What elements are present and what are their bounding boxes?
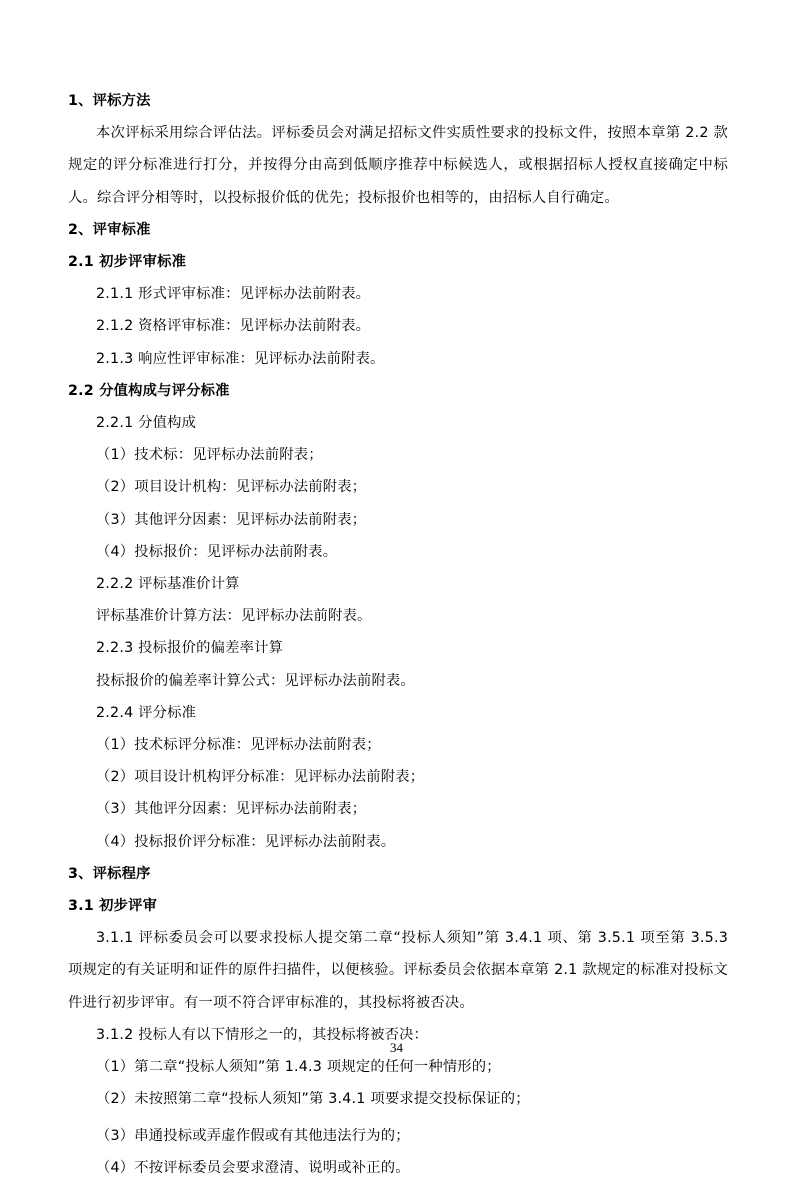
item-2-2-1-3: （3）其他评分因素：见评标办法前附表； [96,511,367,528]
item-2-2-1-1: （1）技术标：见评标办法前附表； [96,447,323,464]
document-body [68,85,728,1184]
heading-preliminary-review-standard: 2.1 初步评审标准 [68,254,187,271]
item-2-2-1-2: （2）项目设计机构：见评标办法前附表； [96,479,367,496]
item-2-1-3: 2.1.3 响应性评审标准：见评标办法前附表。 [96,350,385,367]
paragraph-evaluation-method: 本次评标采用综合评估法。评标委员会对满足招标文件实质性要求的投标文件，按照本章第 2.2 款规定的评分标准进行打分，并按得分由高到低顺序推荐中标候选人，或根据招标人授权直接确定中标人。综合评分相等时，以投标报价低的优先；投标报价也相等的，由招标人自行确定。 [68,125,728,206]
item-2-2-2: 2.2.2 评标基准价计算 [96,576,240,593]
item-2-2-4-3: （3）其他评分因素：见评标办法前附表； [96,801,367,818]
heading-evaluation-method: 1、评标方法 [68,93,151,109]
item-3-1-2-1: （1）第二章“投标人须知”第 1.4.3 项规定的任何一种情形的； [96,1059,501,1076]
item-3-1-2-2: （2）未按照第二章“投标人须知”第 3.4.1 项要求提交投标保证的； [96,1091,530,1108]
heading-preliminary-review: 3.1 初步评审 [68,898,158,915]
item-2-2-4-2: （2）项目设计机构评分标准：见评标办法前附表； [96,769,425,786]
paragraph-3-1-2: 3.1.2 投标人有以下情形之一的，其投标将被否决： [96,1026,429,1043]
page-number: 34 [390,1040,403,1055]
heading-evaluation-procedure: 3、评标程序 [68,865,151,882]
item-2-2-1: 2.2.1 分值构成 [96,415,197,432]
item-2-2-4: 2.2.4 评分标准 [96,704,197,721]
item-2-2-3: 2.2.3 投标报价的偏差率计算 [96,640,284,657]
heading-review-standard: 2、评审标准 [68,221,151,238]
item-2-2-4-1: （1）技术标评分标准：见评标办法前附表； [96,737,381,754]
paragraph-3-1-1: 3.1.1 评标委员会可以要求投标人提交第二章“投标人须知”第 3.4.1 项、第 3.5.1 项至第 3.5.3 项规定的有关证明和证件的原件扫描件，以便核验。评标委员会依据本章第 2.1 款规定的标准对投标文件进行初步评审。有一项不符合评审标准的，其投标将被否决。 [68,930,728,1011]
item-2-2-4-4: （4）投标报价评分标准：见评标办法前附表。 [96,833,396,850]
item-3-1-2-3: （3）串通投标或弄虚作假或有其他违法行为的； [96,1127,410,1144]
item-2-1-1: 2.1.1 形式评审标准：见评标办法前附表。 [96,286,371,303]
item-2-2-3-detail: 投标报价的偏差率计算公式：见评标办法前附表。 [96,672,415,689]
item-3-1-2-4: （4）不按评标委员会要求澄清、说明或补正的。 [96,1159,410,1176]
item-2-2-1-4: （4）投标报价：见评标办法前附表。 [96,543,338,560]
item-2-1-2: 2.1.2 资格评审标准：见评标办法前附表。 [96,318,371,335]
heading-score-composition: 2.2 分值构成与评分标准 [68,382,230,399]
item-2-2-2-detail: 评标基准价计算方法：见评标办法前附表。 [96,608,372,625]
